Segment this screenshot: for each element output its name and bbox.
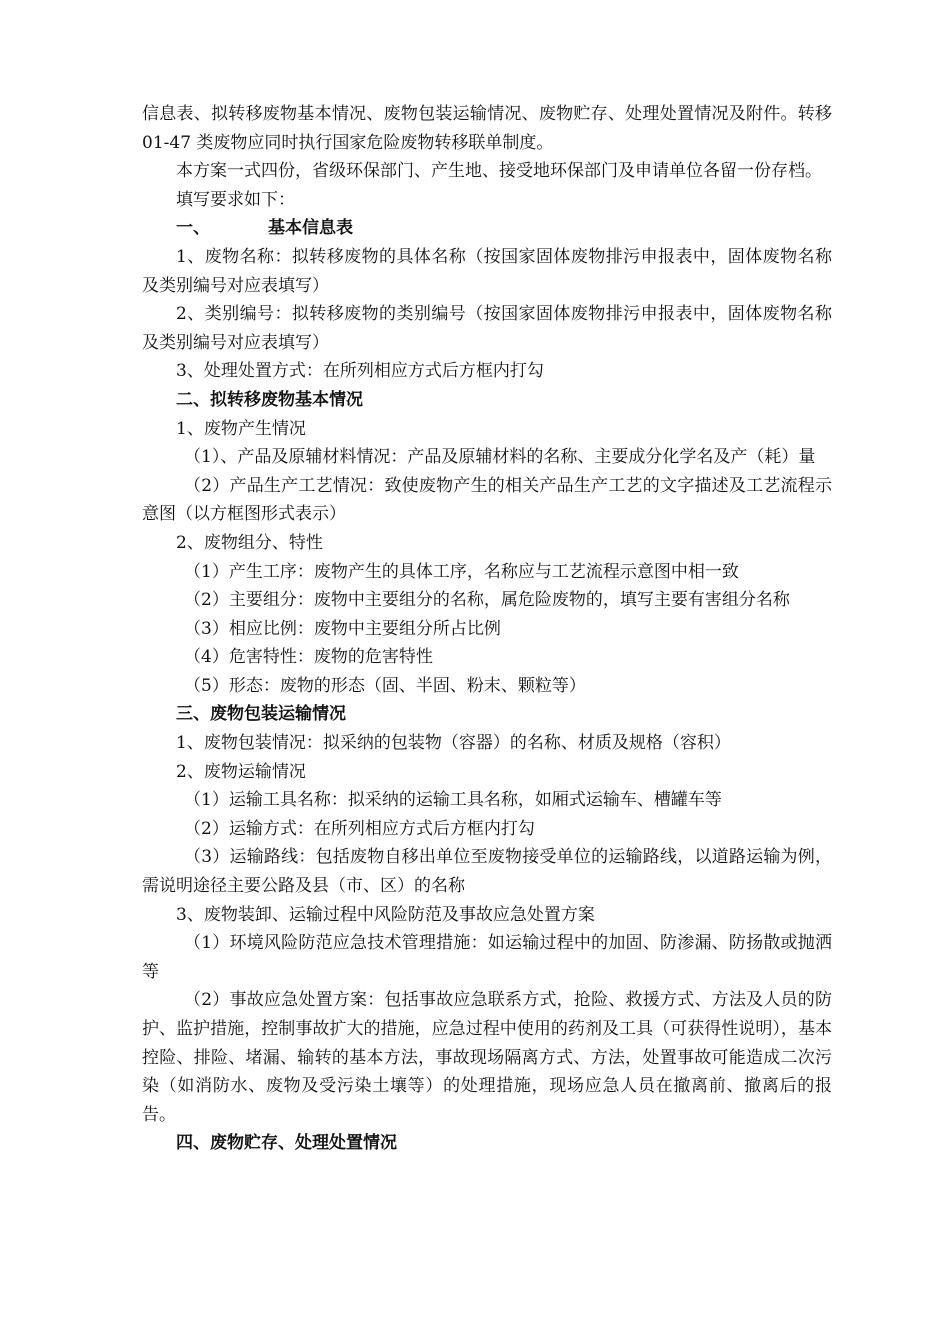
body-paragraph: 2、废物组分、特性 — [176, 532, 323, 553]
body-paragraph: 3、废物装卸、运输过程中风险防范及事故应急处置方案 — [176, 904, 595, 925]
body-paragraph: （2）主要组分：废物中主要组分的名称，属危险废物的，填写主要有害组分名称 — [184, 590, 790, 611]
body-paragraph: （2）产品生产工艺情况：致使废物产生的相关产品生产工艺的文字描述及工艺流程示意图（以方框图形式表示） — [142, 475, 832, 525]
section-heading — [142, 214, 832, 243]
body-paragraph: （1）运输工具名称：拟采纳的运输工具名称，如厢式运输车、槽罐车等 — [184, 790, 722, 811]
body-paragraph: 1、废物包装情况：拟采纳的包装物（容器）的名称、材质及规格（容积） — [176, 733, 731, 754]
body-paragraph: （1）、产品及原辅材料情况：产品及原辅材料的名称、主要成分化学名及产（耗）量 — [184, 447, 816, 468]
section-number: 一、 — [176, 218, 210, 239]
body-paragraph: 本方案一式四份，省级环保部门、产生地、接受地环保部门及申请单位各留一份存档。 — [176, 161, 822, 182]
body-paragraph: （2）运输方式：在所列相应方式后方框内打勾 — [184, 818, 535, 839]
section-heading: 四、废物贮存、处理处置情况 — [176, 1133, 397, 1154]
body-paragraph: 填写要求如下： — [176, 189, 295, 210]
body-paragraph: （2）事故应急处置方案：包括事故应急联系方式，抢险、救援方式、方法及人员的防护、监护措施，控制事故扩大的措施，应急过程中使用的药剂及工具（可获得性说明），基本控险、排险、堵漏、输转的基本方法，事故现场隔离方式、方法，处置事故可能造成二次污染（如消防水、废物及受污染土壤等）的处理措施，现场应急人员在撤离前、撤离后的报告。 — [142, 990, 832, 1125]
body-paragraph: （4）危害特性：废物的危害特性 — [184, 647, 433, 668]
section-heading: 二、拟转移废物基本情况 — [176, 389, 363, 410]
document-body — [142, 100, 832, 1158]
body-paragraph: 2、废物运输情况 — [176, 761, 306, 782]
body-paragraph: 1、废物产生情况 — [176, 418, 306, 439]
body-paragraph: 2、类别编号：拟转移废物的类别编号（按国家固体废物排污申报表中，固体废物名称及类别编号对应表填写） — [142, 304, 832, 353]
section-title: 基本信息表 — [268, 218, 353, 239]
body-paragraph: 信息表、拟转移废物基本情况、废物包装运输情况、废物贮存、处理处置情况及附件。转移 01-47 类废物应同时执行国家危险废物转移联单制度。 — [142, 104, 832, 153]
section-heading: 三、废物包装运输情况 — [176, 704, 346, 725]
body-paragraph: （1）环境风险防范应急技术管理措施：如运输过程中的加固、防渗漏、防扬散或抛洒等 — [142, 933, 832, 982]
body-paragraph: 3、处理处置方式：在所列相应方式后方框内打勾 — [176, 361, 544, 382]
body-paragraph: （5）形态：废物的形态（固、半固、粉末、颗粒等） — [184, 675, 586, 696]
body-paragraph: （3）相应比例：废物中主要组分所占比例 — [184, 618, 501, 639]
body-paragraph: 1、废物名称：拟转移废物的具体名称（按国家固体废物排污申报表中，固体废物名称及类别编号对应表填写） — [142, 246, 832, 296]
body-paragraph: （1）产生工序：废物产生的具体工序，名称应与工艺流程示意图中相一致 — [184, 561, 739, 582]
body-paragraph: （3）运输路线：包括废物自移出单位至废物接受单位的运输路线，以道路运输为例，需说明途径主要公路及县（市、区）的名称 — [142, 847, 832, 897]
